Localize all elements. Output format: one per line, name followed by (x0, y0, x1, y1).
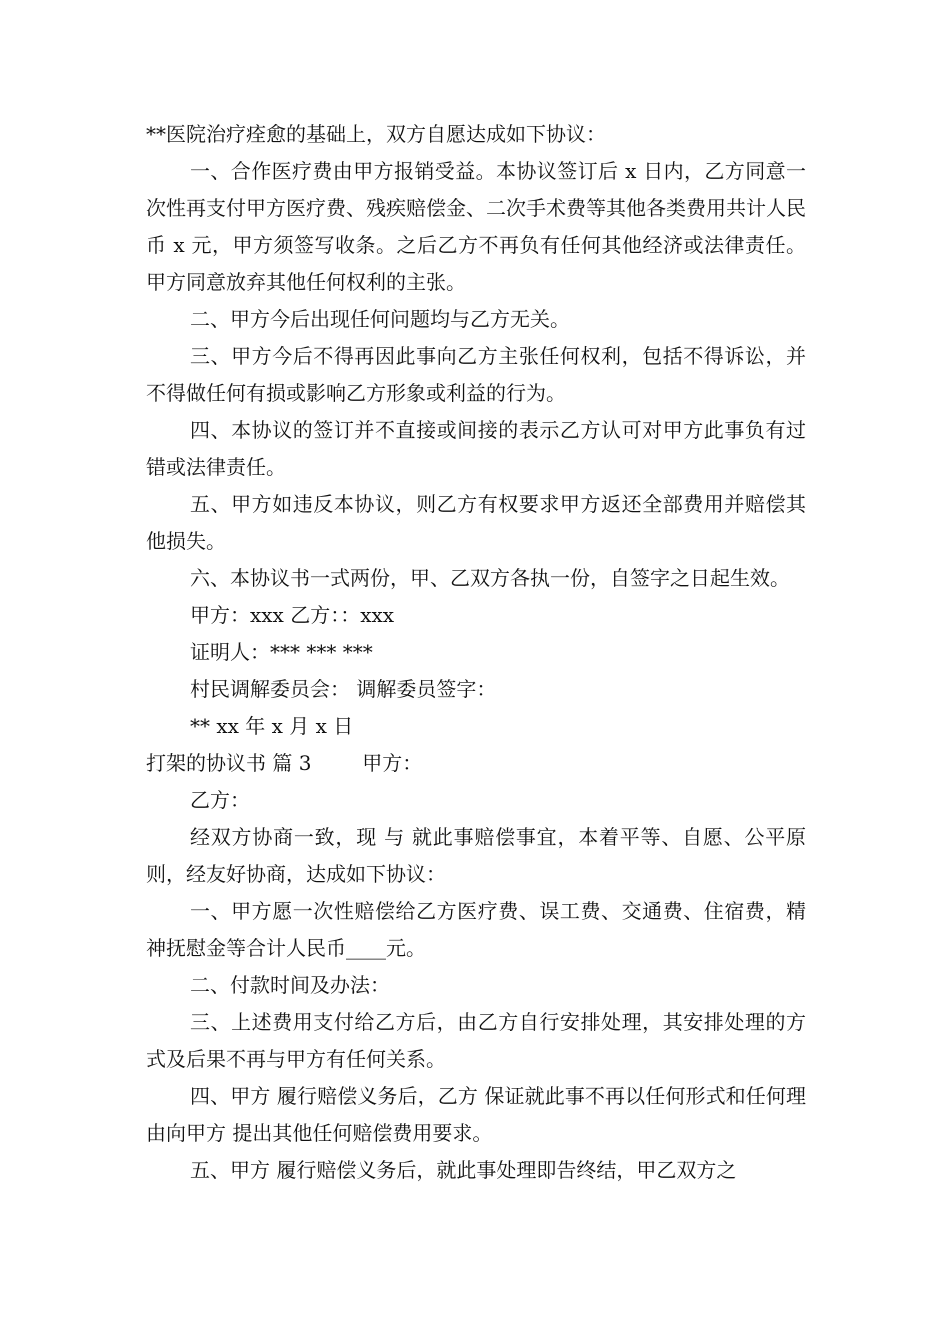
signature-parties: 甲方：xxx 乙方：：xxx (190, 603, 395, 627)
paragraph-3-clause-4: 四、甲方 履行赔偿义务后，乙方 保证就此事不再以任何形式和任何理由向甲方 提出其他任何赔偿费用要求。 (146, 1084, 806, 1145)
document-page (146, 116, 806, 1189)
signature-date: ** xx 年 x 月 x 日 (190, 714, 354, 738)
party-b-label: 乙方： (190, 788, 250, 812)
paragraph-clause-6: 六、本协议书一式两份，甲、乙双方各执一份，自签字之日起生效。 (190, 566, 790, 590)
paragraph-3-clause-1: 一、甲方愿一次性赔偿给乙方医疗费、误工费、交通费、住宿费，精神抚慰金等合计人民币____元。 (146, 899, 806, 960)
paragraph-clause-5: 五、甲方如违反本协议，则乙方有权要求甲方返还全部费用并赔偿其他损失。 (146, 492, 806, 553)
signature-committee: 村民调解委员会： 调解委员签字： (190, 677, 497, 701)
paragraph-preamble-3: 经双方协商一致，现 与 就此事赔偿事宜，本着平等、自愿、公平原则，经友好协商，达成如下协议： (146, 825, 806, 886)
paragraph-clause-2: 二、甲方今后出现任何问题均与乙方无关。 (190, 307, 570, 331)
section-heading-3: 打架的协议书 篇 3 甲方： (146, 751, 423, 775)
paragraph-clause-1: 一、合作医疗费由甲方报销受益。本协议签订后 x 日内，乙方同意一次性再支付甲方医疗费、残疾赔偿金、二次手术费等其他各类费用共计人民币 x 元，甲方须签写收条。之后乙方不再负有任何其他经济或法律责任。甲方同意放弃其他任何权利的主张。 (146, 159, 806, 294)
paragraph-3-clause-3: 三、上述费用支付给乙方后，由乙方自行安排处理，其安排处理的方式及后果不再与甲方有任何关系。 (146, 1010, 806, 1071)
paragraph-3-clause-2: 二、付款时间及办法： (190, 973, 390, 997)
paragraph-intro: **医院治疗痊愈的基础上，双方自愿达成如下协议： (146, 122, 606, 146)
paragraph-clause-3: 三、甲方今后不得再因此事向乙方主张任何权利，包括不得诉讼，并不得做任何有损或影响乙方形象或利益的行为。 (146, 344, 806, 405)
paragraph-3-clause-5: 五、甲方 履行赔偿义务后，就此事处理即告终结，甲乙双方之 (190, 1158, 737, 1182)
signature-witness: 证明人：*** *** *** (190, 640, 373, 664)
paragraph-clause-4: 四、本协议的签订并不直接或间接的表示乙方认可对甲方此事负有过错或法律责任。 (146, 418, 806, 479)
